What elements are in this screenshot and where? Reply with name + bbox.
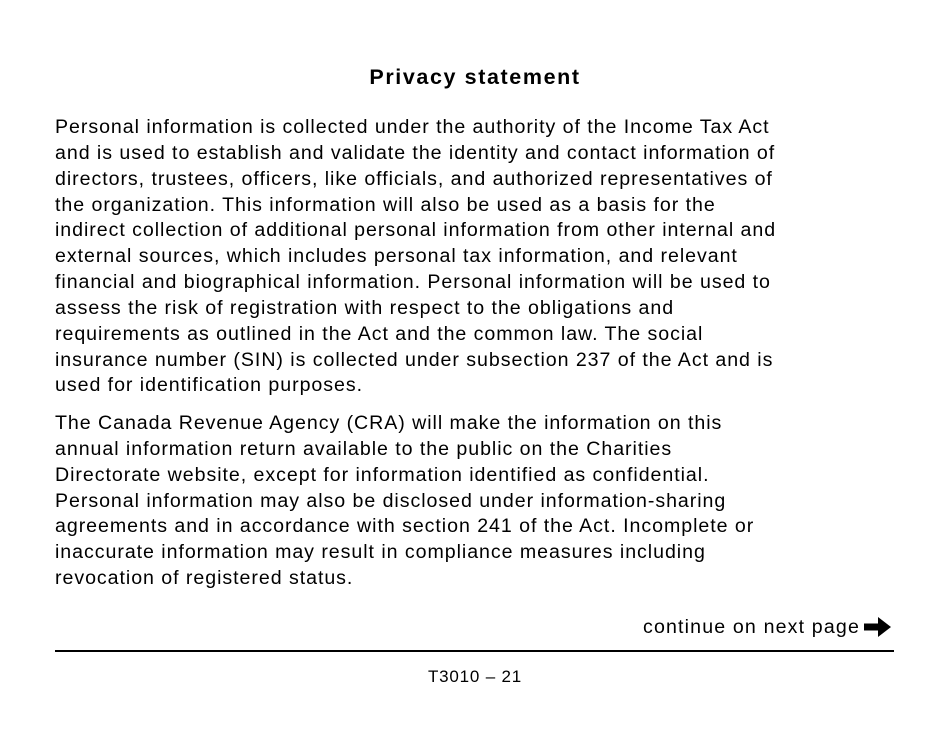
continue-next-page-link[interactable] bbox=[643, 613, 892, 641]
page-title: Privacy statement bbox=[369, 65, 581, 89]
paragraph-line: indirect collection of additional personal information from other internal and bbox=[55, 219, 777, 242]
paragraph-line: external sources, which includes personal tax information, and relevant bbox=[55, 245, 738, 268]
paragraph-line: Directorate website, except for information identified as confidential. bbox=[55, 463, 710, 486]
paragraph-line: Personal information may also be disclosed under information-sharing bbox=[55, 489, 727, 512]
privacy-paragraph-1 bbox=[55, 115, 905, 399]
paragraph-line: financial and biographical information. Personal information will be used to bbox=[55, 271, 771, 294]
paragraph-line: agreements and in accordance with section 241 of the Act. Incomplete or bbox=[55, 515, 755, 538]
paragraph-line: directors, trustees, officers, like officials, and authorized representatives of bbox=[55, 167, 773, 190]
paragraph-line: annual information return available to the public on the Charities bbox=[55, 437, 673, 460]
paragraph-line: requirements as outlined in the Act and the common law. The social bbox=[55, 322, 704, 345]
paragraph-line: the organization. This information will also be used as a basis for the bbox=[55, 193, 716, 216]
continue-label: continue on next page bbox=[643, 616, 860, 638]
privacy-paragraph-2 bbox=[55, 411, 905, 592]
paragraph-line: The Canada Revenue Agency (CRA) will make the information on this bbox=[55, 412, 723, 434]
footer-divider bbox=[55, 650, 894, 652]
paragraph-line: used for identification purposes. bbox=[55, 374, 364, 397]
paragraph-line: Personal information is collected under the authority of the Income Tax Act bbox=[55, 116, 770, 138]
paragraph-line: insurance number (SIN) is collected under subsection 237 of the Act and is bbox=[55, 348, 774, 371]
paragraph-line: revocation of registered status. bbox=[55, 567, 354, 590]
arrow-right-icon bbox=[864, 615, 892, 639]
page-footer: T3010 – 21 bbox=[427, 667, 522, 686]
paragraph-line: inaccurate information may result in compliance measures including bbox=[55, 541, 706, 564]
paragraph-line: assess the risk of registration with respect to the obligations and bbox=[55, 296, 675, 319]
paragraph-line: and is used to establish and validate the identity and contact information of bbox=[55, 141, 776, 164]
